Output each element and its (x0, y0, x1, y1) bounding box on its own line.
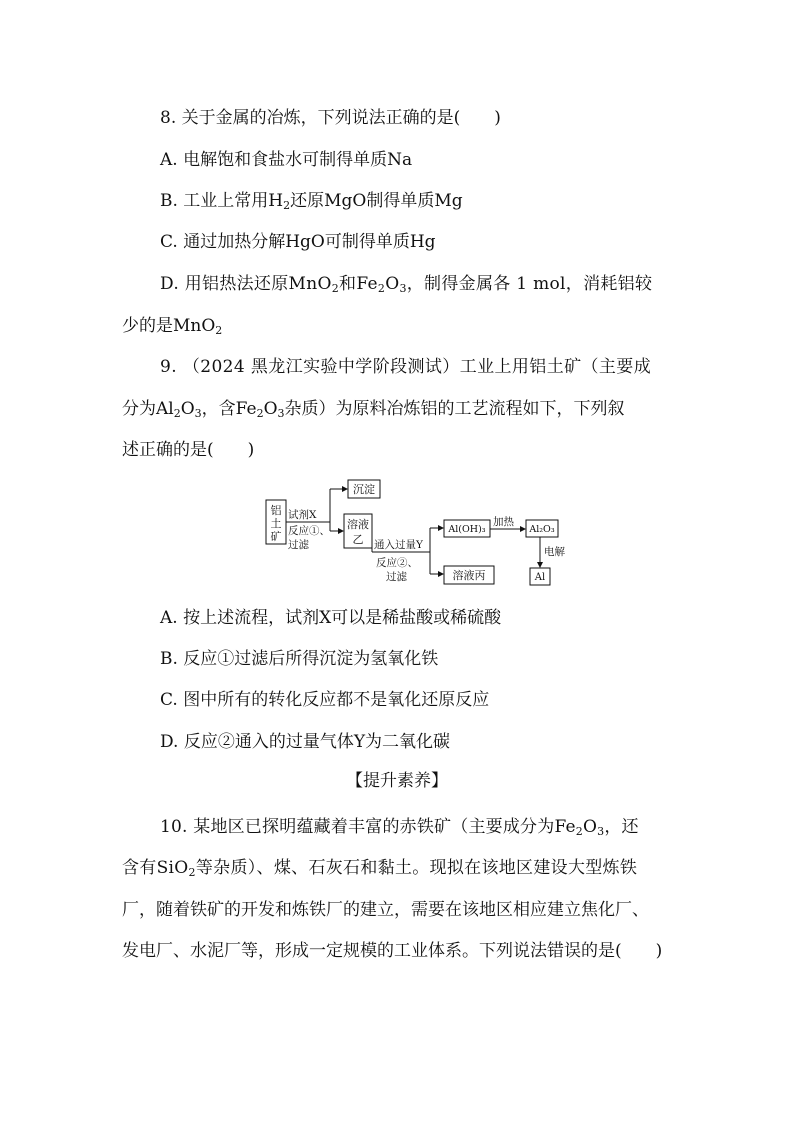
q8-b-sub: 2 (283, 199, 291, 212)
q9-stem-line2 (122, 398, 625, 420)
q10-l1-text-1: 10. 某地区已探明蕴藏着丰富的赤铁矿（主要成分为Fe (160, 817, 576, 837)
q9-l2-text-1: 分为Al (122, 399, 174, 419)
q9-stem-line3: 述正确的是( ) (122, 440, 255, 460)
reagent-x-label: 试剂X (288, 509, 317, 521)
q10-l1-sub-1: 2 (575, 825, 583, 838)
q10-l2-sub: 2 (188, 866, 196, 879)
arrow-electrolysis (537, 562, 543, 568)
al2o3-label: Al₂O₃ (529, 524, 555, 535)
q10-l1-text-3: ，还 (604, 817, 639, 837)
section-header: 【提升素养】 (346, 771, 448, 791)
q8-d-sub-3: 3 (399, 282, 407, 295)
q9-l2-text-3: ，含Fe (201, 399, 257, 419)
q9-l2-sub-1: 2 (173, 407, 181, 420)
step1-label-a: 反应①、 (288, 525, 330, 537)
electrolysis-label: 电解 (544, 546, 565, 558)
arrow-precipitate (342, 486, 348, 492)
q10-stem-line4: 发电厂、水泥厂等，形成一定规模的工业体系。下列说法错误的是( ) (122, 941, 663, 961)
solution-b-label-2: 乙 (352, 533, 364, 546)
q9-l2-sub-3: 2 (256, 407, 264, 420)
q9-l2-text-5: 杂质）为原料冶炼铝的工艺流程如下，下列叙 (284, 399, 625, 419)
q8-d2-sub: 2 (215, 324, 223, 337)
q8-stem: 8. 关于金属的冶炼，下列说法正确的是( ) (160, 108, 501, 128)
q9-option-a: A. 按上述流程，试剂X可以是稀盐酸或稀硫酸 (160, 608, 502, 628)
q10-stem-line3: 厂，随着铁矿的开发和炼铁厂的建立，需要在该地区相应建立焦化厂、 (122, 900, 649, 920)
q9-l2-text-4: O (263, 399, 278, 419)
q8-b-text-2: 还原MgO制得单质Mg (290, 191, 463, 211)
q8-option-d-line1 (160, 273, 652, 295)
q10-stem-line1 (160, 816, 639, 838)
q10-l1-sub-2: 3 (597, 825, 605, 838)
q10-l1-text-2: O (582, 817, 598, 837)
ore-char-3: 矿 (270, 530, 282, 543)
q8-d2-text: 少的是MnO (122, 316, 216, 336)
q8-b-text-1: B. 工业上常用H (160, 191, 284, 211)
q10-l2-text-2: 等杂质）、煤、石灰石和黏土。现拟在该地区建设大型炼铁 (195, 858, 638, 878)
q9-option-d: D. 反应②通入的过量气体Y为二氧化碳 (160, 732, 451, 752)
ore-char-2: 土 (270, 517, 282, 530)
pass-y-label: 通入过量Y (374, 539, 423, 551)
arrow-solution-b (338, 528, 344, 534)
q8-d-text-1: D. 用铝热法还原MnO (160, 274, 332, 294)
q8-d-sub-1: 2 (331, 282, 340, 295)
step1-label-b: 过滤 (288, 539, 309, 551)
step2-label-b: 过滤 (386, 571, 407, 583)
q8-d-text-2: 和Fe (339, 274, 378, 294)
q8-option-b (160, 190, 463, 212)
process-flow-diagram (262, 476, 565, 588)
q9-stem-line1: 9. （2024 黑龙江实验中学阶段测试）工业上用铝土矿（主要成 (160, 357, 652, 377)
arrow-heat (520, 526, 526, 532)
q8-d-text-3: O (385, 274, 400, 294)
arrow-solution-c (438, 571, 444, 577)
q9-option-c: C. 图中所有的转化反应都不是氧化还原反应 (160, 690, 490, 710)
ore-char-1: 铝 (270, 504, 282, 517)
q8-d-sub-2: 2 (377, 282, 386, 295)
q8-d-text-4: ，制得金属各 1 mol，消耗铝较 (406, 274, 653, 294)
q10-stem-line2 (122, 857, 637, 879)
q8-option-d-line2 (122, 315, 222, 337)
q10-l2-text-1: 含有SiO (122, 858, 189, 878)
step2-label-a: 反应②、 (376, 557, 418, 569)
q8-option-c: C. 通过加热分解HgO可制得单质Hg (160, 232, 436, 252)
precipitate-label: 沉淀 (353, 483, 375, 496)
q9-l2-text-2: O (180, 399, 195, 419)
arrow-aloh3 (438, 525, 444, 531)
q9-l2-sub-2: 3 (194, 407, 202, 420)
heat-label: 加热 (493, 516, 514, 528)
aloh3-label: Al(OH)₃ (448, 524, 486, 535)
q9-l2-sub-4: 3 (277, 407, 285, 420)
q8-option-a: A. 电解饱和食盐水可制得单质Na (160, 150, 413, 170)
solution-c-label: 溶液丙 (452, 569, 486, 582)
solution-b-label-1: 溶液 (347, 518, 369, 531)
q9-option-b: B. 反应①过滤后所得沉淀为氢氧化铁 (160, 649, 439, 669)
al-label: Al (534, 572, 546, 583)
